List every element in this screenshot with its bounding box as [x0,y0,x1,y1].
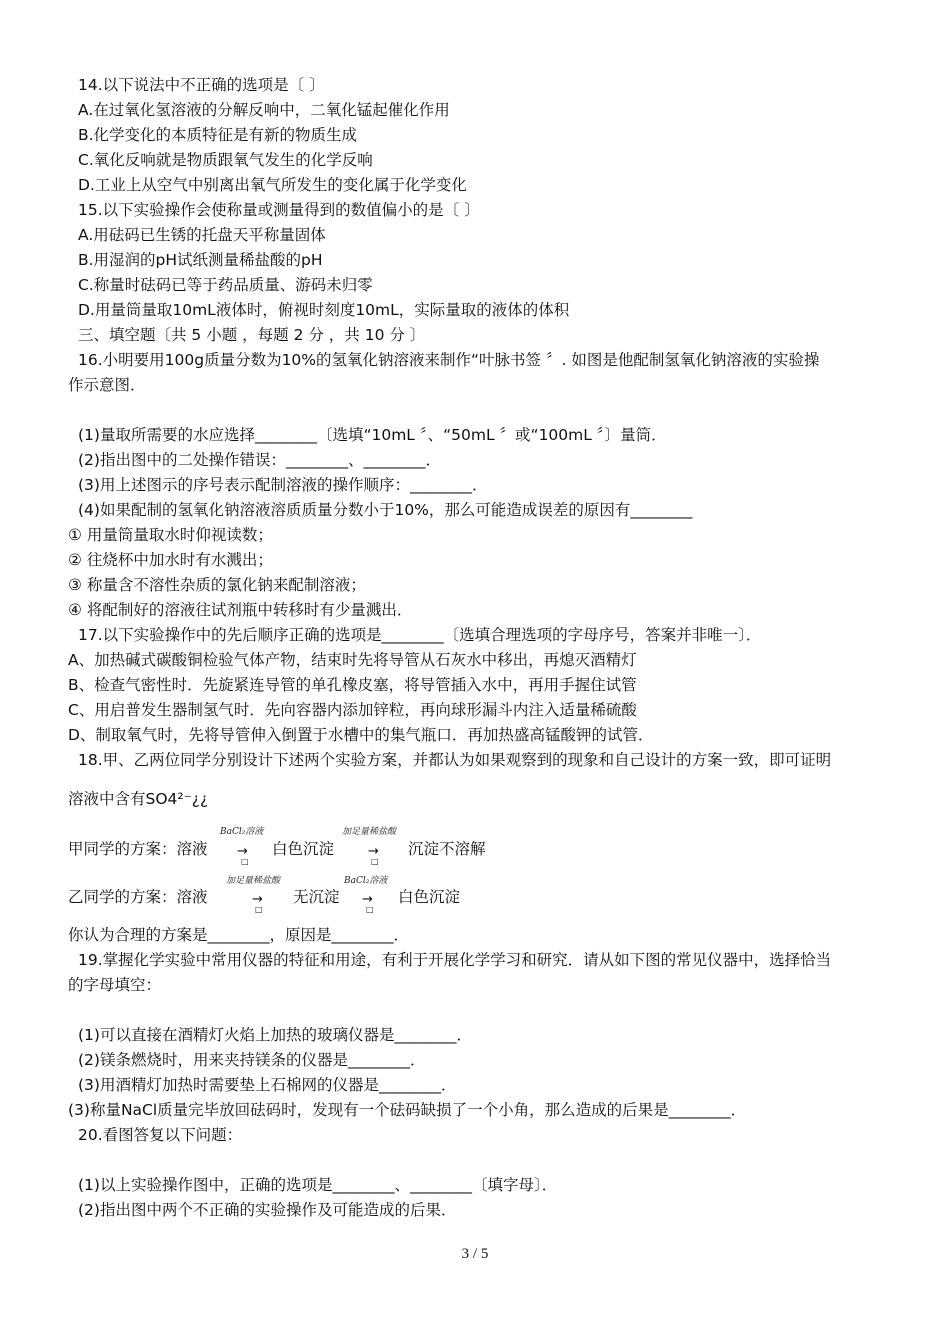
q16-reason-1: ① 用量筒量取水时仰视读数； [68,526,273,544]
q19-part-3: (3)用酒精灯加热时需要垫上石棉网的仪器是________． [78,1076,457,1094]
q14-option-a: A.在过氧化氢溶液的分解反响中，二氧化锰起催化作用 [78,101,450,119]
scheme-jia-step2: 沉淀不溶解 [408,840,486,858]
section-heading: 三、填空题〔共 5 小题 ，每题 2 分 ，共 10 分 〕 [78,326,426,344]
reagent-bacl2-label: BaCl₂溶液 [344,876,388,886]
placeholder-box-icon: □ [366,905,374,914]
question-14: 14.以下说法中不正确的选项是〔 〕 [78,76,325,94]
scheme-jia-step1: 白色沉淀 [272,840,335,858]
q15-option-d: D.用量筒量取10mL液体时，俯视时刻度10mL，实际量取的液体的体积 [78,301,570,319]
page-number: 3 / 5 [461,1246,489,1262]
reaction-arrow-icon: → [237,844,248,859]
question-19: 19.掌握化学实验中常用仪器的特征和用途，有利于开展化学学习和研究．请从如下图的常见仪器中，选择恰当 [78,951,832,969]
placeholder-box-icon: □ [255,905,263,914]
q14-option-d: D.工业上从空气中别离出氧气所发生的变化属于化学变化 [78,176,467,194]
question-16: 16.小明要用100g质量分数为10%的氢氧化钠溶液来制作“叶脉书签 〞. 如图是他配制氢氧化钠溶液的实验操 [78,351,820,369]
q18-answer: 你认为合理的方案是________，原因是________． [68,926,410,944]
q15-option-c: C.称量时砝码已等于药品质量、游码未归零 [78,276,373,294]
placeholder-box-icon: □ [371,857,379,866]
reaction-arrow-icon: → [368,844,379,859]
q16-reason-3: ③ 称量含不溶性杂质的氯化钠来配制溶液； [68,576,366,594]
q20-part-1: (1)以上实验操作图中，正确的选项是________、________〔填字母〕． [78,1176,558,1194]
question-18-cont: 溶液中含有SO4²⁻¿¿ [68,790,209,808]
q16-reason-2: ② 往烧杯中加水时有水溅出； [68,551,273,569]
scheme-jia-label: 甲同学的方案：溶液 [68,840,208,858]
q14-option-c: C.氧化反响就是物质跟氧气发生的化学反响 [78,151,373,169]
q16-part-3: (3)用上述图示的序号表示配制溶液的操作顺序：________． [78,476,488,494]
q16-part-4: (4)如果配制的氢氧化钠溶液溶质质量分数小于10%，那么可能造成误差的原因有________ [78,501,693,519]
q19-part-2: (2)镁条燃烧时，用来夹持镁条的仪器是________． [78,1051,426,1069]
q15-option-b: B.用湿润的pH试纸测量稀盐酸的pH [78,251,323,269]
question-17: 17.以下实验操作中的先后顺序正确的选项是________〔选填合理选项的字母序号，答案并非唯一〕． [78,626,762,644]
q16-part-2: (2)指出图中的二处操作错误：________、________． [78,451,441,469]
q14-option-b: B.化学变化的本质特征是有新的物质生成 [78,126,358,144]
reagent-bacl2-label: BaCl₂溶液 [220,827,264,837]
q17-option-a: A、加热碱式碳酸铜检验气体产物，结束时先将导管从石灰水中移出，再熄灭酒精灯 [68,651,637,669]
reaction-arrow-icon: → [362,892,373,907]
q17-option-d: D、制取氧气时，先将导管伸入倒置于水槽中的集气瓶口．再加热盛高锰酸钾的试管． [68,726,654,744]
scheme-yi-step1: 无沉淀 [293,888,340,906]
q16-reason-4: ④ 将配制好的溶液往试剂瓶中转移时有少量溅出． [68,601,413,619]
reagent-hcl-label: 加足量稀盐酸 [226,876,281,886]
question-16-cont: 作示意图． [68,376,146,394]
question-18: 18.甲、乙两位同学分别设计下述两个实验方案，并都认为如果观察到的现象和自己设计的方案一致，即可证明 [78,751,832,769]
q19-part-4: (3)称量NaCl质量完毕放回砝码时，发现有一个砝码缺损了一个小角，那么造成的后果是________． [68,1101,747,1119]
scheme-yi-step2: 白色沉淀 [398,888,461,906]
q17-option-c: C、用启普发生器制氢气时．先向容器内添加锌粒，再向球形漏斗内注入适量稀硫酸 [68,701,637,719]
q20-part-2: (2)指出图中两个不正确的实验操作及可能造成的后果． [78,1201,457,1219]
question-19-cont: 的字母填空： [68,976,162,994]
q17-option-b: B、检查气密性时．先旋紧连导管的单孔橡皮塞，将导管插入水中，再用手握住试管 [68,676,637,694]
q19-part-1: (1)可以直接在酒精灯火焰上加热的玻璃仪器是________． [78,1026,472,1044]
q15-option-a: A.用砝码已生锈的托盘天平称量固体 [78,226,326,244]
scheme-yi-label: 乙同学的方案：溶液 [68,888,208,906]
reaction-arrow-icon: → [252,892,263,907]
q16-part-1: (1)量取所需要的水应选择________〔选填“10mL 〞、“50mL 〞或“100mL 〞〕量筒． [78,426,667,444]
placeholder-box-icon: □ [241,857,249,866]
question-15: 15.以下实验操作会使称量或测量得到的数值偏小的是〔 〕 [78,201,480,219]
reagent-hcl-label: 加足量稀盐酸 [342,827,397,837]
question-20: 20.看图答复以下问题： [78,1126,243,1144]
